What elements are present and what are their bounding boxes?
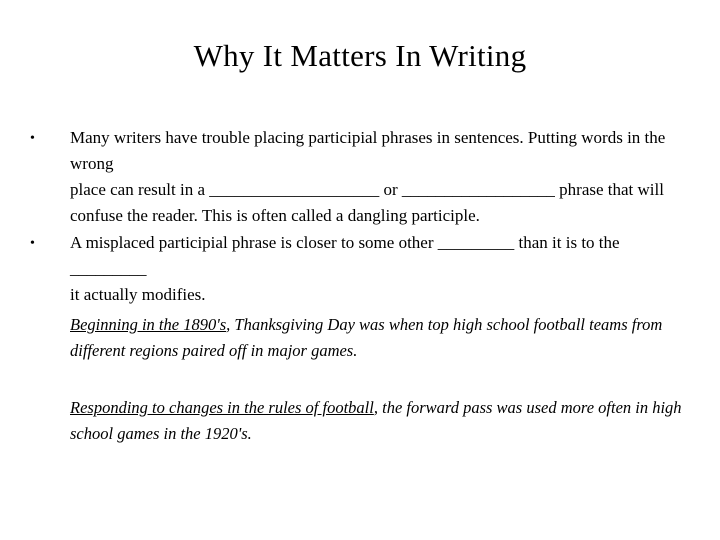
bullet-1-line-1: Many writers have trouble placing participial phrases in sentences. Putting words in the wrong — [70, 128, 666, 173]
bullet-2-text-b: than it is to the — [514, 233, 620, 252]
example-2-participial-phrase: Responding to changes in the rules of football — [70, 398, 374, 417]
bullet-2-line-1 — [70, 230, 685, 282]
example-1-rest: , Thanksgiving Day was when top high school football teams from — [226, 315, 663, 334]
bullet-1-line-3: confuse the reader. This is often called a dangling participle. — [70, 206, 480, 225]
bullet-paragraph-2 — [70, 230, 685, 308]
bullet-1-text-c: phrase that will — [554, 180, 664, 199]
slide-title: Why It Matters In Writing — [193, 38, 527, 73]
fill-in-blank-2: __________________ — [401, 180, 555, 199]
bullet-1-text-a: place can result in a — [70, 180, 210, 199]
example-2-line-2: school games in the 1920's. — [70, 424, 252, 443]
bullet-marker-1: • — [30, 131, 35, 146]
fill-in-blank-3: _________ — [437, 233, 515, 252]
example-1-line-1 — [70, 312, 685, 338]
example-1-participial-phrase: Beginning in the 1890's — [70, 315, 227, 334]
bullet-marker-2: • — [30, 236, 35, 251]
fill-in-blank-4: _________ — [70, 259, 147, 278]
bullet-1-line-2 — [70, 177, 685, 203]
example-2-rest: , the forward pass was used more often in high — [373, 398, 682, 417]
example-sentence-2 — [70, 395, 685, 447]
bullet-2-text-a: A misplaced participial phrase is closer to some other — [70, 233, 438, 252]
bullet-1-text-b: or — [379, 180, 402, 199]
example-sentence-1 — [70, 312, 685, 364]
example-1-line-2: different regions paired off in major games. — [70, 341, 358, 360]
example-2-line-1 — [70, 395, 685, 421]
fill-in-blank-1: ____________________ — [209, 180, 380, 199]
bullet-paragraph-1 — [70, 125, 685, 229]
bullet-2-line-2: it actually modifies. — [70, 285, 206, 304]
